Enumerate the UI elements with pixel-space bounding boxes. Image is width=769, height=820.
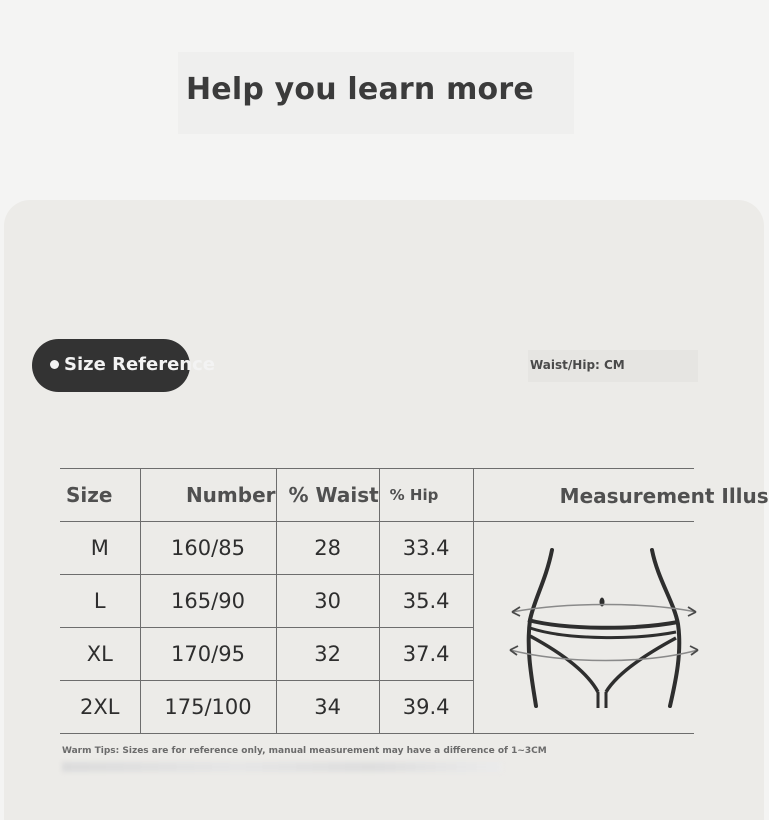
warm-tips-note: Warm Tips: Sizes are for reference only, manual measurement may have a difference of 1~3CM xyxy=(62,746,547,756)
blurred-text-decoration xyxy=(62,762,502,772)
cell-number: 160/85 xyxy=(140,522,276,575)
body-right-outline xyxy=(652,550,679,706)
cell-number: 165/90 xyxy=(140,575,276,628)
cell-hip: 37.4 xyxy=(379,628,473,681)
cell-waist: 28 xyxy=(276,522,379,575)
leg-openings xyxy=(530,636,676,692)
cell-number: 170/95 xyxy=(140,628,276,681)
header-number: Number xyxy=(140,469,276,522)
size-reference-label: Size Reference xyxy=(64,354,215,375)
cell-waist: 32 xyxy=(276,628,379,681)
cell-size: 2XL xyxy=(60,681,140,734)
header-hip: % Hip xyxy=(379,469,473,522)
hip-arrow-line xyxy=(510,650,698,661)
unit-note: Waist/Hip: CM xyxy=(530,358,625,372)
cell-hip: 39.4 xyxy=(379,681,473,734)
cell-size: L xyxy=(60,575,140,628)
table-header-row xyxy=(60,469,694,522)
cell-waist: 34 xyxy=(276,681,379,734)
crotch-lines xyxy=(598,692,606,708)
body-measurement-illustration-icon xyxy=(506,540,706,716)
header-waist: % Waist xyxy=(276,469,379,522)
page-headline: Help you learn more xyxy=(186,72,534,107)
cell-hip: 35.4 xyxy=(379,575,473,628)
cell-number: 175/100 xyxy=(140,681,276,734)
cell-size: M xyxy=(60,522,140,575)
header-illustration: Measurement Illus xyxy=(473,469,694,522)
cell-hip: 33.4 xyxy=(379,522,473,575)
cell-waist: 30 xyxy=(276,575,379,628)
bullet-dot-icon xyxy=(50,360,59,369)
size-reference-label-wrap xyxy=(50,354,215,375)
waistband-line xyxy=(528,620,678,628)
header-size: Size xyxy=(60,469,140,522)
waist-arrow-line xyxy=(512,605,696,613)
cell-size: XL xyxy=(60,628,140,681)
